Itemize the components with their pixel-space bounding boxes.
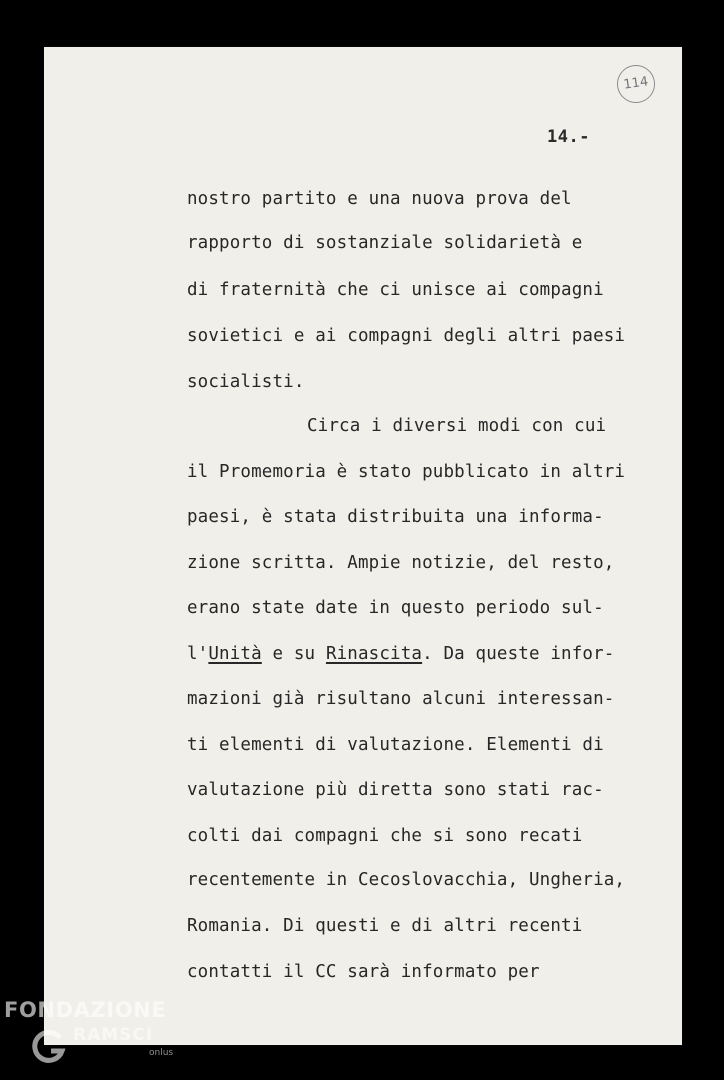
text-segment: l' — [187, 644, 209, 664]
text-line: ti elementi di valutazione. Elementi di — [187, 735, 604, 755]
text-line: valutazione più diretta sono stati rac- — [187, 780, 604, 800]
text-line: colti dai compagni che si sono recati — [187, 826, 583, 846]
text-line: nostro partito e una nuova prova del — [187, 189, 572, 209]
watermark — [4, 998, 184, 1080]
page-number: 14.- — [547, 127, 590, 147]
text-line: paesi, è stata distribuita una informa- — [187, 507, 604, 527]
text-line: recentemente in Cecoslovacchia, Ungheria, — [187, 870, 626, 890]
watermark-line1: FONDAZIONE — [4, 998, 167, 1022]
text-line: Circa i diversi modi con cui — [307, 416, 607, 436]
text-line: di fraternità che ci unisce ai compagni — [187, 280, 604, 300]
watermark-suffix: onlus — [149, 1048, 174, 1058]
text-line: sovietici e ai compagni degli altri paesi — [187, 326, 626, 346]
watermark-line2: RAMSCI — [73, 1025, 154, 1045]
text-line: contatti il CC sarà informato per — [187, 962, 540, 982]
g-letter-logo-icon — [32, 1029, 68, 1065]
text-line: rapporto di sostanziale solidarietà e — [187, 233, 583, 253]
text-segment: e su — [261, 644, 326, 664]
text-line: erano state date in questo periodo sul- — [187, 598, 604, 618]
text-line — [187, 644, 614, 664]
text-line: zione scritta. Ampie notizie, del resto, — [187, 553, 615, 573]
underlined-title: Rinascita — [325, 644, 423, 664]
text-segment: . Da queste infor- — [422, 644, 615, 664]
document-page — [44, 47, 682, 1045]
underlined-title: Unità — [208, 644, 262, 664]
text-line: Romania. Di questi e di altri recenti — [187, 916, 583, 936]
text-line: socialisti. — [187, 372, 305, 392]
text-line: mazioni già risultano alcuni interessan- — [187, 689, 615, 709]
archive-page-stamp: 114 — [615, 63, 658, 106]
text-line: il Promemoria è stato pubblicato in altri — [187, 462, 626, 482]
